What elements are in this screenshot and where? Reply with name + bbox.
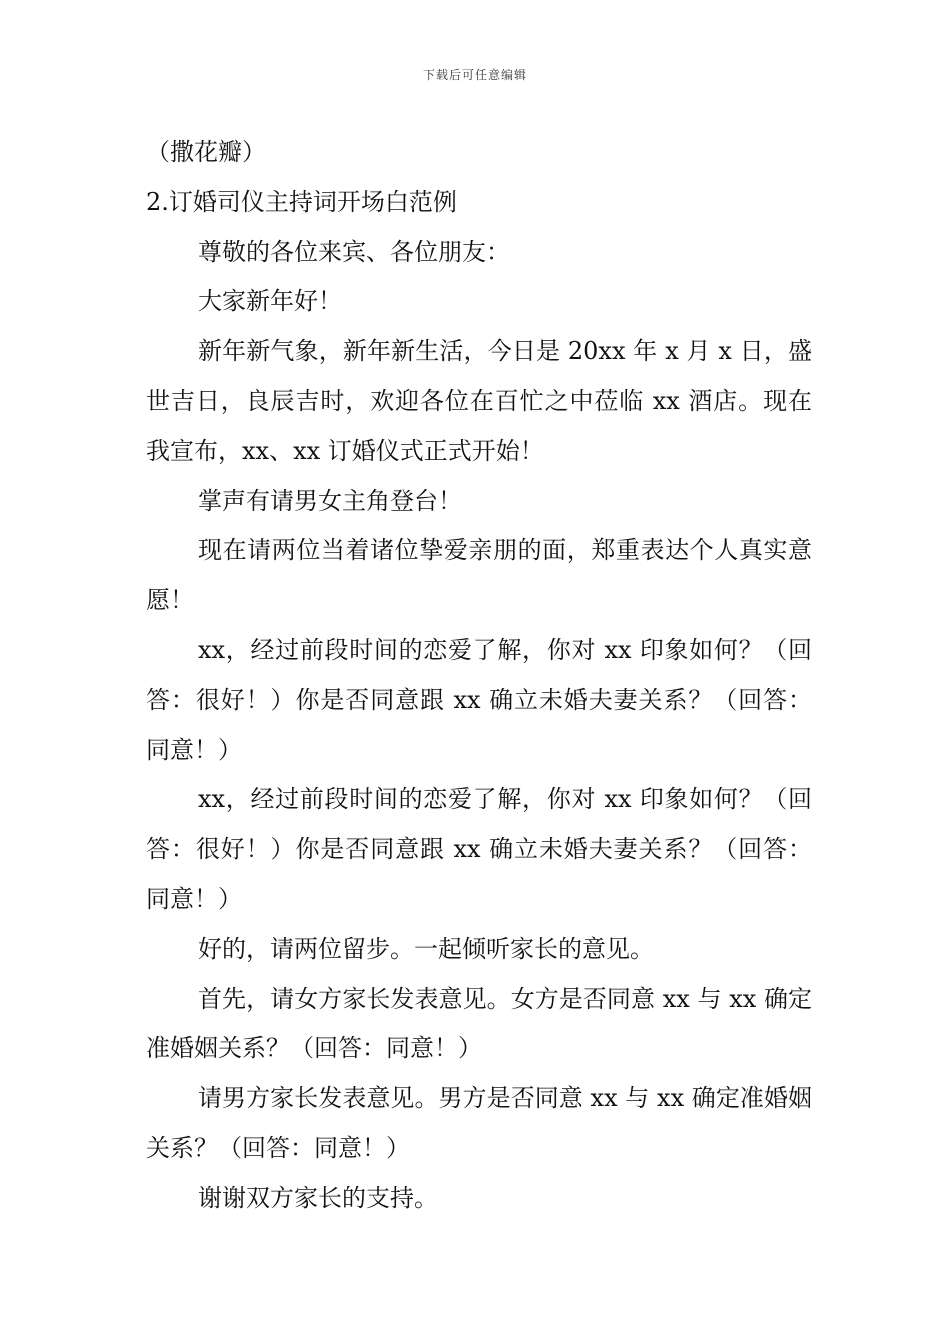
paragraph-scatter-petals: （撒花瓣）: [146, 138, 266, 166]
paragraph-question-1: xx，经过前段时间的恋爱了解，你对 xx 印象如何？（回答：很好！）你是否同意跟 xx 确立未婚夫妻关系？（回答：同意！）: [146, 635, 812, 764]
paragraph-vow-request: 现在请两位当着诸位挚爱亲朋的面，郑重表达个人真实意愿！: [146, 536, 812, 615]
paragraph-thanks: 谢谢双方家长的支持。: [198, 1183, 438, 1212]
paragraph-applause: 掌声有请男女主角登台！: [198, 486, 462, 515]
page-header: 下载后可任意编辑: [422, 68, 527, 82]
document-body: [146, 128, 812, 1224]
paragraph-parents-intro: 好的，请两位留步。一起倾听家长的意见。: [198, 934, 654, 963]
section-heading: 2.订婚司仪主持词开场白范例: [146, 187, 457, 216]
paragraph-groom-parents: 请男方家长发表意见。男方是否同意 xx 与 xx 确定准婚姻关系？（回答：同意！）: [146, 1084, 812, 1162]
paragraph-bride-parents: 首先，请女方家长发表意见。女方是否同意 xx 与 xx 确定准婚姻关系？（回答：同意！）: [146, 984, 812, 1063]
paragraph-opening: 新年新气象，新年新生活，今日是 20xx 年 x 月 x 日，盛世吉日，良辰吉时，欢迎各位在百忙之中莅临 xx 酒店。现在我宣布，xx、xx 订婚仪式正式开始！: [146, 337, 812, 465]
paragraph-new-year: 大家新年好！: [198, 287, 342, 316]
paragraph-question-2: xx，经过前段时间的恋爱了解，你对 xx 印象如何？（回答：很好！）你是否同意跟 xx 确立未婚夫妻关系？（回答：同意！）: [146, 785, 812, 913]
paragraph-greeting: 尊敬的各位来宾、各位朋友：: [198, 237, 510, 266]
